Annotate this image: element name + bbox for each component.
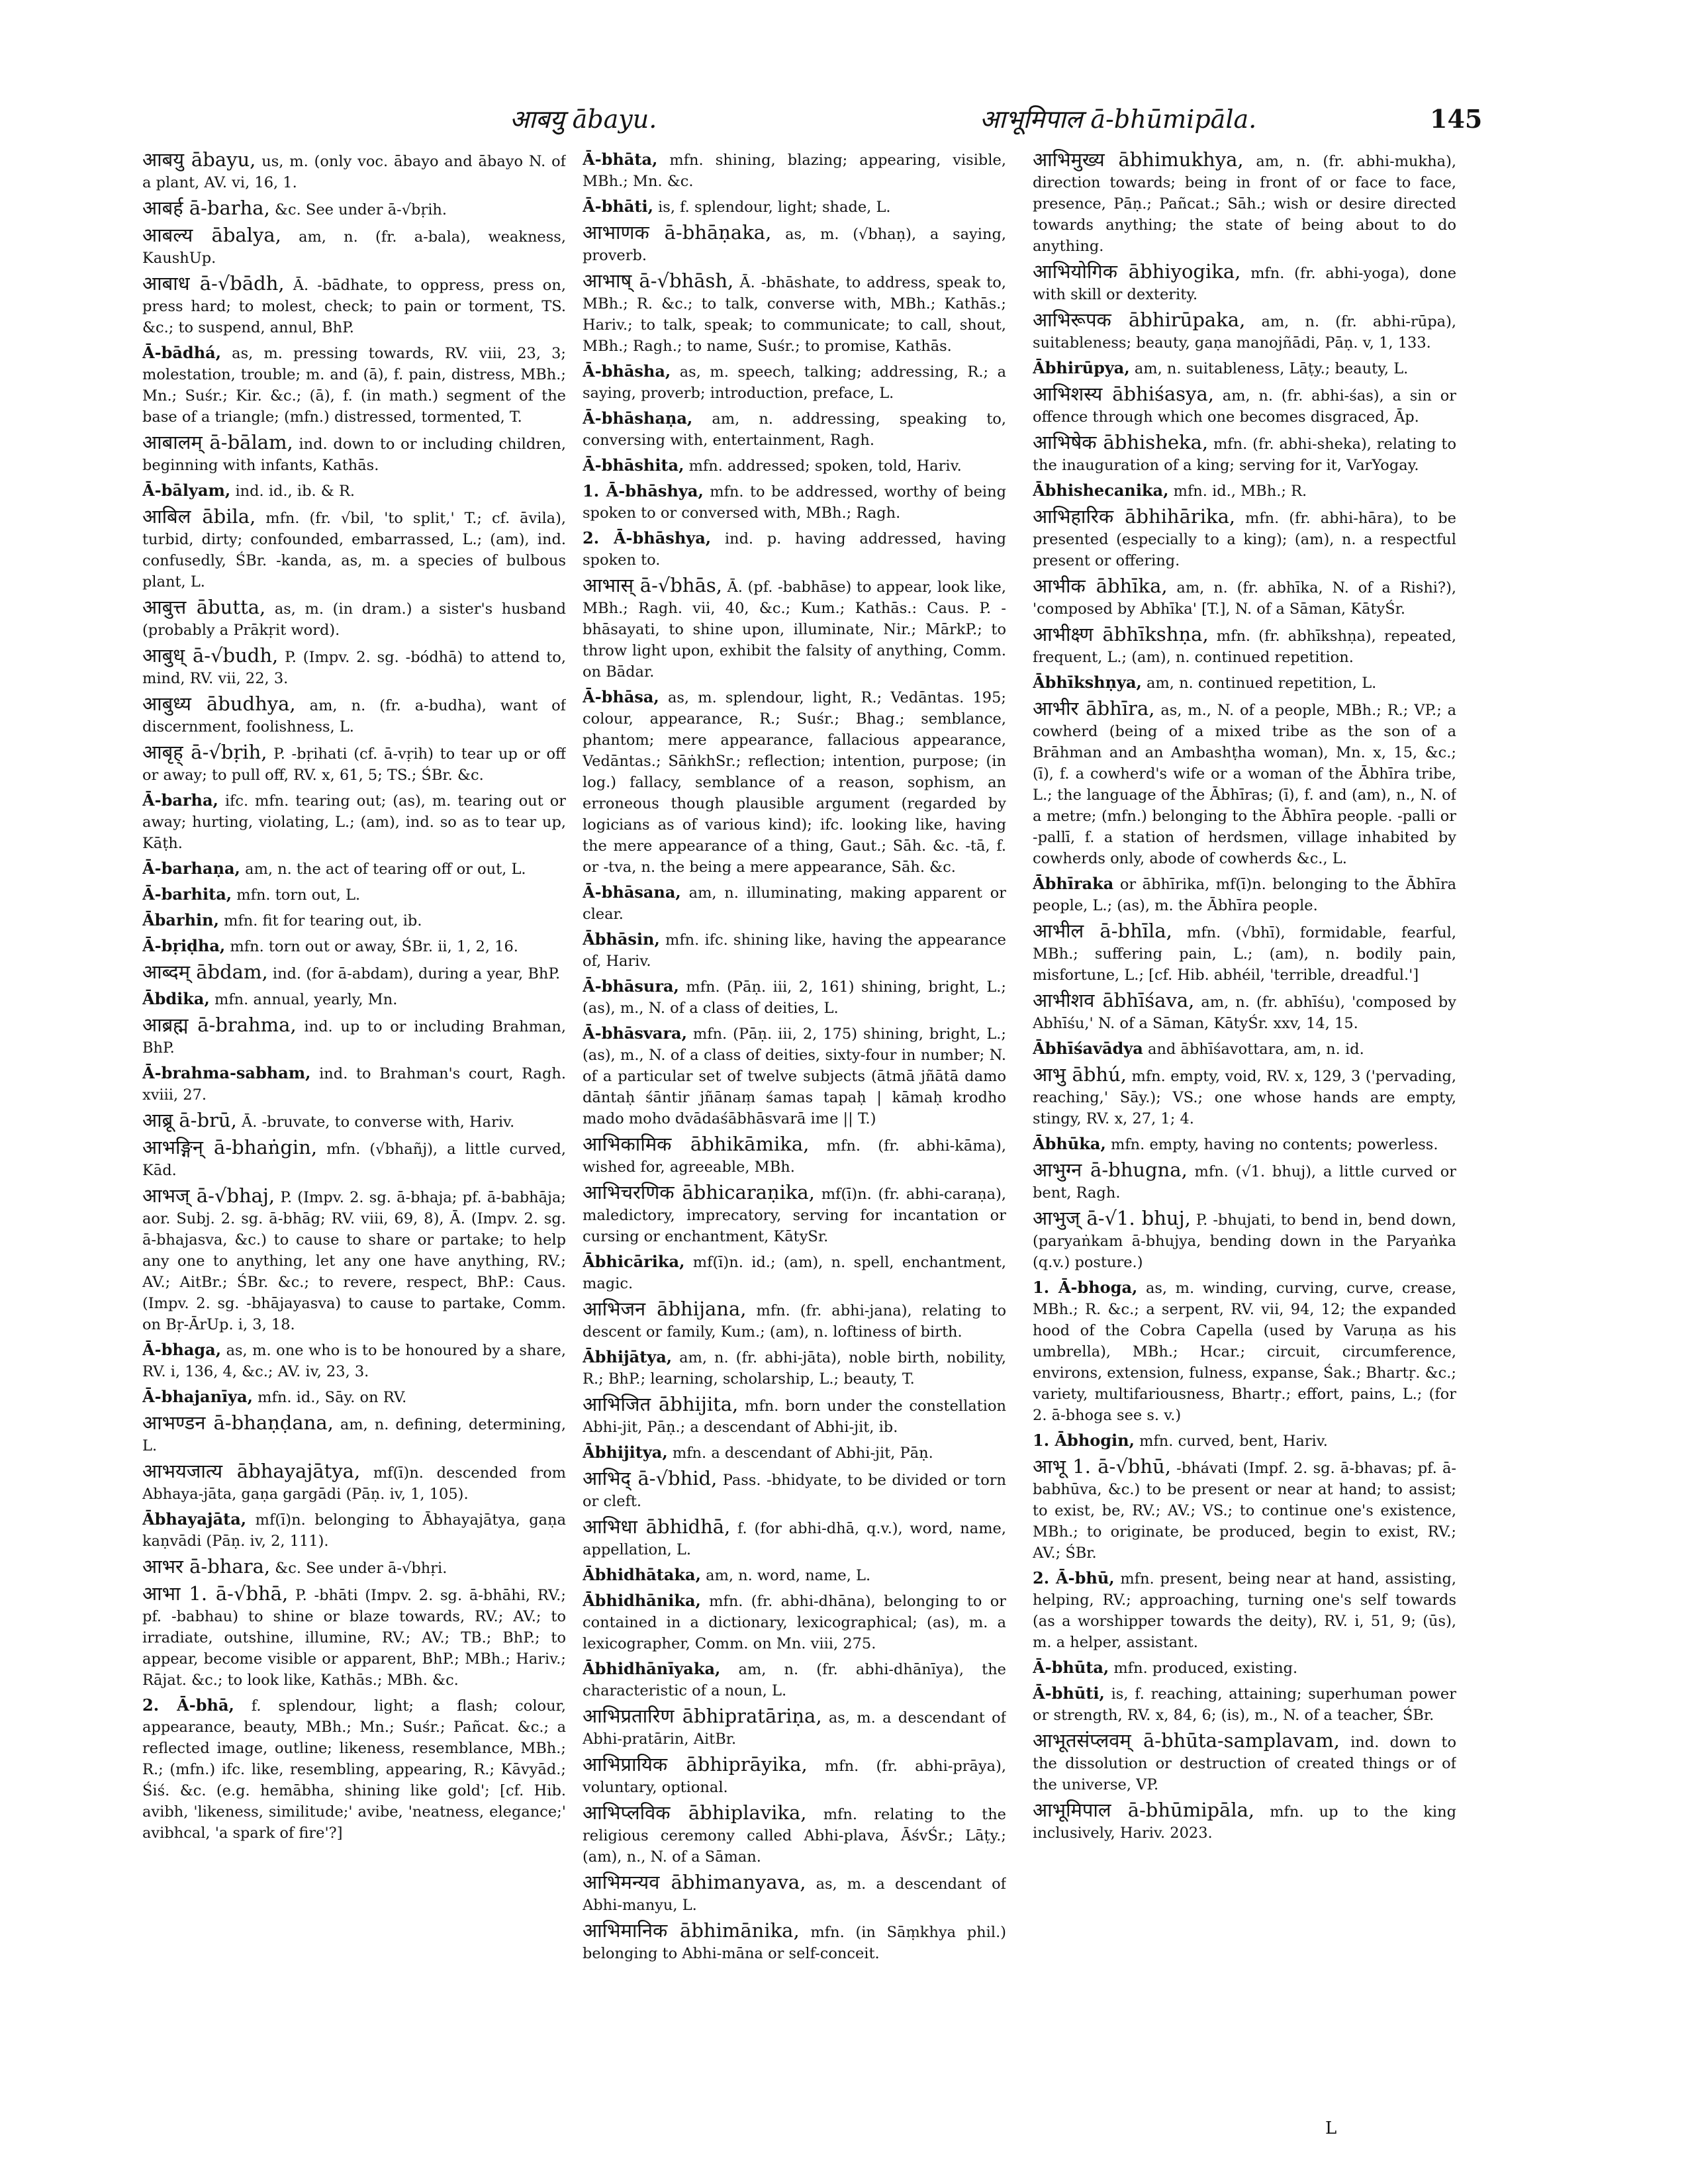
dictionary-entry [583, 270, 1006, 357]
headword: Ā-barhaṇa, [142, 859, 240, 878]
headword: Ā-bādhá, [142, 343, 222, 362]
headword: आबुध्य ābudhya, [142, 692, 296, 715]
dictionary-entry [142, 149, 566, 193]
sub-entry [1033, 1568, 1456, 1653]
headword: Ābhirūpya, [1033, 358, 1130, 377]
definition-text: mfn. ifc. shining like, having the appearance of, Hariv. [583, 931, 1006, 970]
dictionary-entry [1033, 432, 1456, 476]
definition-text: mfn. id., MBh.; R. [1173, 483, 1307, 500]
headword: Ā-bhūta, [1033, 1658, 1109, 1677]
headword: आबाध ā-√bādh, [142, 272, 285, 295]
definition-text: is, f. reaching, attaining; superhuman power or strength, RV. x, 84, 6; (is), m., N. of a teacher, ŚBr. [1033, 1685, 1456, 1724]
definition-text: ind. down to the dissolution or destruction of created things or of the universe, VP. [1033, 1734, 1456, 1793]
sub-entry [1033, 1683, 1456, 1726]
headword: 1. Ā-bhoga, [1033, 1278, 1138, 1297]
headword: Ābhishecanika, [1033, 481, 1169, 500]
headword: Ābhīkshṇya, [1033, 673, 1142, 692]
definition-text: am, n. (fr. abhīka, N. of a Rishi?), 'composed by Abhīka' [T.], N. of a Sāman, KātyŚr. [1033, 579, 1456, 618]
sub-entry [142, 988, 566, 1010]
definition-text: mfn. torn out, L. [236, 886, 361, 904]
headword: Ābdika, [142, 989, 210, 1008]
sub-entry [142, 790, 566, 854]
sub-entry [583, 687, 1006, 878]
definition-text: ind. down to or including children, beginning with infants, Kathās. [142, 436, 566, 474]
dictionary-entry [142, 1185, 566, 1335]
definition-text: P. (Impv. 2. sg. -bódhā) to attend to, mind, RV. vii, 22, 3. [142, 649, 566, 687]
headword: Ā-bhāsana, [583, 882, 681, 902]
definition-text: am, n. (fr. a-bala), weakness, KaushUp. [142, 228, 566, 267]
definition-text: mfn. (fr. abhi-prāya), voluntary, optional. [583, 1758, 1006, 1796]
definition-text: mfn. fit for tearing out, ib. [224, 912, 422, 929]
definition-text: is, f. splendour, light; shade, L. [658, 199, 891, 216]
dictionary-entry [583, 1920, 1006, 1964]
definition-text: am, n. the act of tearing off or out, L. [245, 861, 526, 878]
definition-text: -bhávati (Impf. 2. sg. ā-bhavas; pf. ā-babhūva, &c.) to be present or near at hand; to assist; to exist, be, RV.; AV.; VS.; to continue one's existence, MBh.; to originate, be produced, begin to exist, RV.; AV.; ŚBr. [1033, 1460, 1456, 1562]
headword: आभज् ā-√bhaj, [142, 1184, 275, 1207]
definition-text: as, m. (√bhaṇ), a saying, proverb. [583, 226, 1006, 264]
sub-entry [1033, 1038, 1456, 1060]
definition-text: am, n. (fr. abhi-mukha), direction towards; being in front of or face to face, presence, Pāṇ.; Pañcat.; Sāh.; wish or desire directed towards anything; the state of being about to do anything. [1033, 153, 1456, 255]
dictionary-entry [142, 273, 566, 338]
headword: आभिजन ābhijana, [583, 1298, 747, 1320]
dictionary-entry [142, 961, 566, 984]
definition-text: mfn. id., Sāy. on RV. [258, 1389, 407, 1406]
headword: आभिद् ā-√bhid, [583, 1467, 718, 1490]
dictionary-entry [583, 1705, 1006, 1750]
headword: आभिरूपक ābhirūpaka, [1033, 309, 1246, 331]
definition-text: mf(ī)n. belonging to Ābhayajātya, gaṇa kaṇvādi (Pāṇ. iv, 2, 111). [142, 1511, 566, 1550]
headword: Ā-bhāshaṇa, [583, 408, 693, 428]
dictionary-entry [1033, 261, 1456, 305]
sub-entry [583, 528, 1006, 571]
headword: आभयजात्य ābhayajātya, [142, 1460, 361, 1482]
definition-text: mfn. (√1. bhuj), a little curved or bent, Ragh. [1033, 1163, 1456, 1202]
column-2 [583, 149, 1006, 2122]
definition-text: mfn. (√bhī), formidable, fearful, MBh.; suffering pain, L.; (am), n. bodily pain, misfortune, L.; [cf. Hib. abhéil, 'terrible, dreadful.'] [1033, 924, 1456, 984]
definition-text: am, n. (fr. abhi-rūpa), suitableness; beauty, gaṇa manojñādi, Pāṇ. v, 1, 133. [1033, 313, 1456, 352]
headword: आभिषेक ābhisheka, [1033, 431, 1209, 453]
definition-text: ifc. mfn. tearing out; (as), m. tearing out or away; hurting, violating, L.; (am), ind. so as to tear up, Kāṭh. [142, 792, 566, 852]
headword: आब्दम् ābdam, [142, 961, 268, 983]
definition-text: &c. See under ā-√bhṛi. [275, 1560, 447, 1577]
dictionary-entry [583, 1133, 1006, 1178]
sub-entry [1033, 672, 1456, 694]
definition-text: as, m. one who is to be honoured by a share, RV. i, 136, 4, &c.; AV. iv, 23, 3. [142, 1342, 566, 1380]
definition-text: am, n. continued repetition, L. [1147, 675, 1377, 692]
dictionary-entry [142, 1110, 566, 1133]
headword: Ā-bālyam, [142, 481, 231, 500]
dictionary-entry [1033, 506, 1456, 571]
headword: आभुग्न ā-bhugna, [1033, 1159, 1188, 1181]
definition-text: mfn. (fr. abhi-dhāna), belonging to or contained in a dictionary, lexicographical; (as), m. a lexicographer, Comm. on Mn. viii, 275. [583, 1593, 1006, 1652]
dictionary-entry [583, 1516, 1006, 1560]
dictionary-entry [583, 1394, 1006, 1438]
definition-text: mfn. up to the king inclusively, Hariv. 2023. [1033, 1803, 1456, 1842]
headword: Ābhicārika, [583, 1252, 685, 1271]
headword: आभिमुख्य ābhimukhya, [1033, 149, 1244, 171]
sub-entry [583, 1347, 1006, 1390]
definition-text: as, m. (in dram.) a sister's husband (probably a Prākṛit word). [142, 600, 566, 639]
headword: आभूतसंप्लवम् ā-bhūta-samplavam, [1033, 1729, 1340, 1752]
headword: आभिमानिक ābhimānika, [583, 1919, 800, 1942]
headword: आबर्ह ā-barha, [142, 197, 270, 219]
sub-entry [142, 884, 566, 906]
definition-text: am, n. addressing, speaking to, conversing with, entertainment, Ragh. [583, 410, 1006, 449]
definition-text: am, n. (fr. abhi-jāta), noble birth, nobility, R.; BhP.; learning, scholarship, L.; beauty, T. [583, 1349, 1006, 1388]
headword: Ā-bhajanīya, [142, 1387, 254, 1406]
headword: आभू 1. ā-√bhū, [1033, 1455, 1171, 1478]
page-number: 145 [1430, 104, 1483, 134]
headword: आब्रह्म ā-brahma, [142, 1014, 297, 1036]
headword: 1. Ā-bhāshya, [583, 481, 704, 500]
headword: Ā-bhūti, [1033, 1684, 1105, 1703]
headword: आबालम् ā-bālam, [142, 431, 293, 453]
headword: आभिहारिक ābhihārika, [1033, 505, 1236, 528]
headword: आभिप्रायिक ābhiprāyika, [583, 1753, 808, 1776]
headword: Ā-bhāshita, [583, 455, 684, 475]
dictionary-entry [142, 1412, 566, 1456]
definition-text: am, n. (fr. abhi-dhānīya), the characteristic of a noun, L. [583, 1661, 1006, 1699]
headword: 1. Ābhogin, [1033, 1431, 1135, 1450]
headword: Ābhīśavādya [1033, 1039, 1143, 1058]
sub-entry [142, 1339, 566, 1382]
dictionary-entry [142, 197, 566, 220]
definition-text: mf(ī)n. descended from Abhaya-jāta, gaṇa gargādi (Pāṇ. iv, 1, 105). [142, 1464, 566, 1503]
sub-entry [583, 1251, 1006, 1294]
sub-entry [583, 361, 1006, 404]
definition-text: Ā. -bhāshate, to address, speak to, MBh.; R. &c.; to talk, converse with, MBh.; Kathās.; Hariv.; to talk, speak; to communicate; to call, shout, MBh.; Ragh.; to name, Suśr.; to promise, Kathās. [583, 274, 1006, 355]
sub-entry [142, 1695, 566, 1844]
dictionary-entry [583, 575, 1006, 683]
definition-text: ind. to Brahman's court, Ragh. xviii, 27. [142, 1065, 566, 1104]
headword: Ā-brahma-sabham, [142, 1063, 311, 1082]
headword: आभाणक ā-bhāṇaka, [583, 221, 772, 244]
headword: Ābhāsin, [583, 929, 660, 949]
dictionary-entry [1033, 1208, 1456, 1273]
dictionary-entry [142, 432, 566, 476]
definition-text: am, n. (fr. abhi-śas), a sin or offence through which one becomes disgraced, Āp. [1033, 387, 1456, 426]
definition-text: Ā. -bādhate, to oppress, press on, press hard; to molest, check; to pain or torment, TS. &c.; to suspend, annul, BhP. [142, 277, 566, 336]
headword: आभिचरणिक ābhicaraṇika, [583, 1181, 815, 1204]
definition-text: P. -bhāti (Impv. 2. sg. ā-bhāhi, RV.; pf. -babhau) to shine or blaze towards, RV.; AV.; to irradiate, outshine, illumine, RV.; AV.; TB.; BhP.; to appear, become visible or apparent, BhP.; MBh.; Hariv.; Rājat. &c.; to look like, Kathās.; MBh. &c. [142, 1587, 566, 1689]
headword: आभु ābhú, [1033, 1063, 1127, 1086]
definition-text: ind. (for ā-abdam), during a year, BhP. [272, 965, 561, 982]
dictionary-entry [142, 224, 566, 269]
definition-text: mfn. (fr. √bil, 'to split,' T.; cf. āvila), turbid, dirty; confounded, embarrassed, L.; (am), ind. confusedly, ŚBr. -kanda, as, m. a species of bulbous plant, L. [142, 510, 566, 591]
definition-text: mfn. (fr. abhi-hāra), to be presented (especially to a king); (am), n. a respectful present or offering. [1033, 510, 1456, 569]
definition-text: mfn. relating to the religious ceremony called Abhi-plava, ĀśvŚr.; Lāṭy.; (am), n., N. of a Sāman. [583, 1806, 1006, 1866]
column-1 [142, 149, 566, 2122]
definition-text: and ābhīśavottara, am, n. id. [1147, 1041, 1364, 1058]
definition-text: mfn. produced, existing. [1113, 1660, 1298, 1677]
headword: Ābhīraka [1033, 874, 1114, 893]
headword: आभण्डन ā-bhaṇḍana, [142, 1411, 334, 1434]
definition-text: as, m., N. of a people, MBh.; R.; VP.; a cowherd (being of a mixed tribe as the son of a Brāhman and an Ambashṭha woman), Mn. x, 15, &c.; (ī), f. a cowherd's wife or a woman of the Ābhīra tribe, L.; the language of the Ābhīras; (ī), f. and (am), n., N. of a metre; (mfn.) belonging to the Ābhīra people. -palli or -pallī, f. a station of herdsmen, village inhabited by cowherds only, abode of cowherds &c., L. [1033, 702, 1456, 867]
headword: आभुज् ā-√1. bhuj, [1033, 1207, 1191, 1229]
definition-text: mfn. a descendant of Abhi-jit, Pāṇ. [672, 1445, 933, 1462]
dictionary-entry [142, 1460, 566, 1505]
sub-entry [583, 149, 1006, 192]
header-left-guide-word: आबयु ābayu. [510, 105, 657, 134]
sub-entry [142, 1509, 566, 1552]
sub-entry [142, 858, 566, 880]
definition-text: &c. See under ā-√bṛih. [274, 201, 447, 218]
headword: Ābhidhānīyaka, [583, 1659, 721, 1678]
sub-entry [1033, 873, 1456, 916]
definition-text: mfn. shining, blazing; appearing, visible, MBh.; Mn. &c. [583, 152, 1006, 190]
headword: आब्रू ā-brū, [142, 1109, 237, 1131]
sub-entry [583, 408, 1006, 451]
definition-text: Pass. -bhidyate, to be divided or torn or cleft. [583, 1472, 1006, 1510]
headword: Ābhijitya, [583, 1443, 668, 1462]
definition-text: as, m. a descendant of Abhi-pratārin, AitBr. [583, 1709, 1006, 1748]
sub-entry [142, 910, 566, 931]
definition-text: P. (Impv. 2. sg. ā-bhaja; pf. ā-babhāja; aor. Subj. 2. sg. ā-bhāg; RV. viii, 69, 8), Ā. (Impv. 2. sg. ā-bhajasva, &c.) to cause to share or partake; to help any one to anything, let any one have anything, RV.; AV.; AitBr.; ŚBr. &c.; to revere, respect, BhP.: Caus. (Impv. 2. sg. -bhājayasva) to cause to partake, Comm. on Bṛ-ĀrUp. i, 3, 18. [142, 1189, 566, 1333]
dictionary-entry [1033, 1799, 1456, 1844]
headword: आभिकामिक ābhikāmika, [583, 1133, 810, 1155]
header-right-guide-word: आभूमिपाल ā-bhūmipāla. [980, 105, 1257, 134]
headword: आबुत्त ābutta, [142, 596, 266, 618]
headword: आभा 1. ā-√bhā, [142, 1582, 289, 1605]
dictionary-entry [583, 1298, 1006, 1343]
definition-text: as, m. splendour, light, R.; Vedāntas. 195; colour, appearance, R.; Suśr.; Bhag.; semblance, phantom; mere appearance, fallacious appearance, Vedāntas.; SāṅkhSr.; reflection; intention, purpose; (in log.) fallacy, semblance of a reason, sophism, an erroneous though plausible argument (regarded by logicians as of various kind); ifc. looking like, having the mere appearance of a thing, Gaut.; Sāh. &c. -tā, f. or -tva, n. the being a mere appearance, Sāh. &c. [583, 689, 1006, 876]
definition-text: am, n. word, name, L. [706, 1567, 871, 1584]
dictionary-entry [142, 1583, 566, 1691]
headword: Ābhijātya, [583, 1347, 673, 1366]
dictionary-entry [1033, 1456, 1456, 1564]
definition-text: mfn. (fr. abhi-kāma), wished for, agreeable, MBh. [583, 1137, 1006, 1176]
definition-text: ind. p. having addressed, having spoken to. [583, 530, 1006, 569]
headword: Ā-bṛiḍha, [142, 936, 226, 955]
dictionary-entry [142, 1556, 566, 1579]
sub-entry [1033, 1277, 1456, 1426]
dictionary-entry [1033, 383, 1456, 428]
headword: Ā-bhāsa, [583, 687, 659, 706]
headword: Ā-barhita, [142, 884, 232, 904]
sub-entry [1033, 1133, 1456, 1155]
headword: Ābhidhātaka, [583, 1565, 701, 1584]
sub-entry [1033, 480, 1456, 502]
dictionary-entry [1033, 920, 1456, 986]
headword: Ābhidhānika, [583, 1591, 701, 1610]
definition-text: or ābhīrika, mf(ī)n. belonging to the Ābhīra people, L.; (as), m. the Ābhīra people. [1033, 876, 1456, 914]
sub-entry [583, 196, 1006, 218]
headword: आभिप्रतारिण ābhipratāriṇa, [583, 1705, 822, 1727]
headword: आभीक ābhīka, [1033, 575, 1168, 597]
headword: 2. Ā-bhā, [142, 1695, 234, 1715]
definition-text: mfn. addressed; spoken, told, Hariv. [688, 457, 962, 475]
headword: आबिल ābila, [142, 505, 256, 528]
running-header [0, 99, 1686, 139]
headword: आबयु ābayu, [142, 149, 256, 171]
definition-text: as, m. a descendant of Abhi-manyu, L. [583, 1875, 1006, 1914]
headword: Ābhūka, [1033, 1134, 1106, 1153]
dictionary-entry [142, 1137, 566, 1181]
column-3 [1033, 149, 1456, 2122]
sub-entry [142, 342, 566, 428]
dictionary-entry [1033, 575, 1456, 620]
sub-entry [142, 1386, 566, 1408]
sub-entry [583, 1442, 1006, 1464]
definition-text: us, m. (only voc. ābayo and ābayo N. of a plant, AV. vi, 16, 1. [142, 153, 566, 191]
headword: आभिजित ābhijita, [583, 1393, 739, 1415]
sub-entry [583, 1658, 1006, 1701]
definition-text: mf(ī)n. (fr. abhi-caraṇa), maledictory, imprecatory, serving for incantation or cursing or enchantment, KātySr. [583, 1186, 1006, 1245]
dictionary-entry [1033, 624, 1456, 668]
headword: आबल्य ābalya, [142, 224, 281, 246]
sub-entry [583, 976, 1006, 1019]
dictionary-entry [1033, 698, 1456, 869]
dictionary-entry [1033, 309, 1456, 354]
definition-text: Ā. -bruvate, to converse with, Hariv. [241, 1114, 515, 1131]
definition-text: ind. up to or including Brahman, BhP. [142, 1018, 566, 1057]
definition-text: mfn. (fr. abhi-sheka), relating to the inauguration of a king; serving for it, VarYogay. [1033, 436, 1456, 474]
sub-entry [1033, 1657, 1456, 1679]
headword: आभङ्गिन् ā-bhaṅgin, [142, 1136, 318, 1159]
headword: Ā-bhāti, [583, 197, 653, 216]
definition-text: mfn. present, being near at hand, assisting, helping, RV.; approaching, turning one's self towards (as a worshipper towards the deity), RV. i, 51, 9; (ūs), m. a helper, assistant. [1033, 1570, 1456, 1651]
headword: आभिशस्य ābhiśasya, [1033, 383, 1214, 405]
headword: आबृह् ā-√bṛih, [142, 741, 267, 763]
definition-text: mfn. born under the constellation Abhi-jit, Pāṇ.; a descendant of Abhi-jit, ib. [583, 1398, 1006, 1436]
sub-entry [583, 481, 1006, 524]
headword: आभीर ābhīra, [1033, 697, 1155, 720]
definition-text: as, m. pressing towards, RV. viii, 23, 3; molestation, trouble; m. and (ā), f. pain, distress, MBh.; Mn.; Suśr.; Kir. &c.; (ā), f. (in math.) segment of the base of a triangle; (mfn.) distressed, tormented, T. [142, 345, 566, 426]
definition-text: mfn. torn out or away, ŚBr. ii, 1, 2, 16. [230, 938, 518, 955]
sub-entry [142, 1063, 566, 1106]
definition-text: f. (for abhi-dhā, q.v.), word, name, appellation, L. [583, 1520, 1006, 1558]
definition-text: mf(ī)n. id.; (am), n. spell, enchantment, magic. [583, 1254, 1006, 1292]
definition-text: as, m. speech, talking; addressing, R.; a saying, proverb; introduction, preface, L. [583, 363, 1006, 402]
headword: आभर ā-bhara, [142, 1555, 271, 1578]
dictionary-entry [142, 596, 566, 641]
definition-text: mfn. to be addressed, worthy of being spoken to or conversed with, MBh.; Ragh. [583, 483, 1006, 522]
headword: आभीक्ष्ण ābhīkshṇa, [1033, 623, 1209, 645]
dictionary-entry [583, 222, 1006, 266]
definition-text: am, n. (fr. abhīśu), 'composed by Abhīśu,' N. of a Sāman, KātyŚr. xxv, 14, 15. [1033, 994, 1456, 1032]
definition-text: mfn. empty, having no contents; powerless. [1111, 1136, 1438, 1153]
dictionary-entry [142, 693, 566, 737]
definition-text: am, n. illuminating, making apparent or clear. [583, 884, 1006, 923]
definition-text: mfn. (Pāṇ. iii, 2, 161) shining, bright, L.; (as), m., N. of a class of deities, L. [583, 978, 1006, 1017]
dictionary-entry [1033, 1159, 1456, 1204]
definition-text: am, n. defining, determining, L. [142, 1416, 566, 1454]
definition-text: mfn. (fr. abhīkshṇa), repeated, frequent, L.; (am), n. continued repetition. [1033, 628, 1456, 666]
definition-text: P. -bhujati, to bend in, bend down, (paryaṅkam ā-bhujya, bending down in the Paryaṅka (q.v.) posture.) [1033, 1211, 1456, 1271]
sub-entry [142, 935, 566, 957]
sub-entry [583, 929, 1006, 972]
dictionary-entry [1033, 1730, 1456, 1795]
headword: आभील ā-bhīla, [1033, 920, 1172, 942]
printer-signature: L [1325, 2118, 1337, 2138]
dictionary-entry [142, 741, 566, 786]
dictionary-entry [583, 1872, 1006, 1916]
headword: 2. Ā-bhū, [1033, 1568, 1115, 1588]
headword: आभास् ā-√bhās, [583, 574, 722, 596]
sub-entry [142, 480, 566, 502]
sub-entry [583, 882, 1006, 925]
sub-entry [583, 1023, 1006, 1129]
headword: 2. Ā-bhāshya, [583, 528, 712, 547]
definition-text: am, n. suitableness, Lāṭy.; beauty, L. [1134, 360, 1409, 377]
definition-text: mfn. (fr. abhi-yoga), done with skill or dexterity. [1033, 265, 1456, 303]
headword: Ābhayajāta, [142, 1509, 247, 1529]
definition-text: mfn. (Pāṇ. iii, 2, 175) shining, bright, L.; (as), m., N. of a class of deities, sixty-four in number; N. of a particular set of twelve subjects (ātmā jñātā damo dāntaḥ śāntir jñānaṃ śamas tapaḥ | kāmaḥ krodho mado moho dvādaśābhāsvarā ime || T.) [583, 1025, 1006, 1127]
sub-entry [1033, 1430, 1456, 1452]
headword: Ā-bhaga, [142, 1340, 222, 1359]
definition-text: as, m. winding, curving, curve, crease, MBh.; R. &c.; a serpent, RV. vii, 94, 12; the expanded hood of the Cobra Capella (used by Varuṇa as his umbrella), MBh.; Hcar.; circuit, circumference, environs, extension, fulness, expanse, Śak.; Bhartṛ. &c.; variety, multifariousness, Bhartṛ.; effort, pains, L.; (for 2. ā-bhoga see s. v.) [1033, 1280, 1456, 1424]
definition-text: mfn. curved, bent, Hariv. [1139, 1433, 1328, 1450]
dictionary-entry [583, 1802, 1006, 1868]
dictionary-entry [142, 506, 566, 593]
headword: आभीशव ābhīśava, [1033, 989, 1195, 1012]
sub-entry [583, 1564, 1006, 1586]
headword: Ā-bhāta, [583, 150, 658, 169]
headword: Ā-bhāsura, [583, 976, 679, 996]
dictionary-entry [1033, 149, 1456, 257]
dictionary-entry [142, 1014, 566, 1059]
headword: आभिधा ābhidhā, [583, 1515, 731, 1538]
definition-text: Ā. (pf. -babhāse) to appear, look like, MBh.; Ragh. vii, 40, &c.; Kum.; Kathās.: Caus. P. -bhāsayati, to shine upon, illuminate, Nir.; MārkP.; to throw light upon, exhibit the falsity of anything, Comm. on Bādar. [583, 579, 1006, 681]
sub-entry [583, 455, 1006, 477]
definition-text: ind. id., ib. & R. [235, 483, 355, 500]
headword: Ā-bhāsha, [583, 361, 671, 381]
dictionary-entry [583, 1754, 1006, 1798]
dictionary-entry [1033, 1064, 1456, 1129]
headword: Ā-bhāsvara, [583, 1023, 687, 1043]
dictionary-entry [583, 1468, 1006, 1512]
definition-text: mfn. (in Sāṃkhya phil.) belonging to Abhi-māna or self-conceit. [583, 1924, 1006, 1962]
headword: आभियोगिक ābhiyogika, [1033, 260, 1241, 283]
headword: आभिप्लविक ābhiplavika, [583, 1801, 807, 1824]
headword: आभिमन्यव ābhimanyava, [583, 1871, 806, 1893]
headword: आभूमिपाल ā-bhūmipāla, [1033, 1799, 1255, 1821]
sub-entry [583, 1590, 1006, 1654]
headword: Ābarhin, [142, 910, 219, 929]
definition-text: mfn. (fr. abhi-jana), relating to descent or family, Kum.; (am), n. loftiness of birth. [583, 1302, 1006, 1341]
dictionary-entry [583, 1182, 1006, 1247]
definition-text: am, n. (fr. a-budha), want of discernment, foolishness, L. [142, 697, 566, 736]
definition-text: mfn. annual, yearly, Mn. [214, 991, 398, 1008]
dictionary-entry [142, 645, 566, 689]
headword: आबुध् ā-√budh, [142, 644, 279, 667]
definition-text: mfn. empty, void, RV. x, 129, 3 ('pervading, reaching,' Sāy.); VS.; one whose hands are empty, stingy, RV. x, 27, 1; 4. [1033, 1068, 1456, 1127]
definition-text: mfn. (√bhañj), a little curved, Kād. [142, 1141, 566, 1179]
definition-text: f. splendour, light; a flash; colour, appearance, beauty, MBh.; Mn.; Suśr.; Pañcat. &c.; a reflected image, outline; likeness, resemblance, MBh.; R.; (mfn.) ifc. like, resembling, appearing, R.; Kāvyād.; Śiś. &c. (e.g. hemābha, shining like gold'; [cf. Hib. avibh, 'likeness, similitude;' avibe, 'neatness, elegance;' avibhcal, 'a spark of fire'?] [142, 1697, 566, 1842]
headword: Ā-barha, [142, 790, 218, 810]
sub-entry [1033, 357, 1456, 379]
dictionary-entry [1033, 990, 1456, 1034]
headword: आभाष् ā-√bhāsh, [583, 269, 734, 292]
definition-text: P. -bṛihati (cf. ā-vṛih) to tear up or off or away; to pull off, RV. x, 61, 5; TS.; ŚBr. &c. [142, 745, 566, 784]
